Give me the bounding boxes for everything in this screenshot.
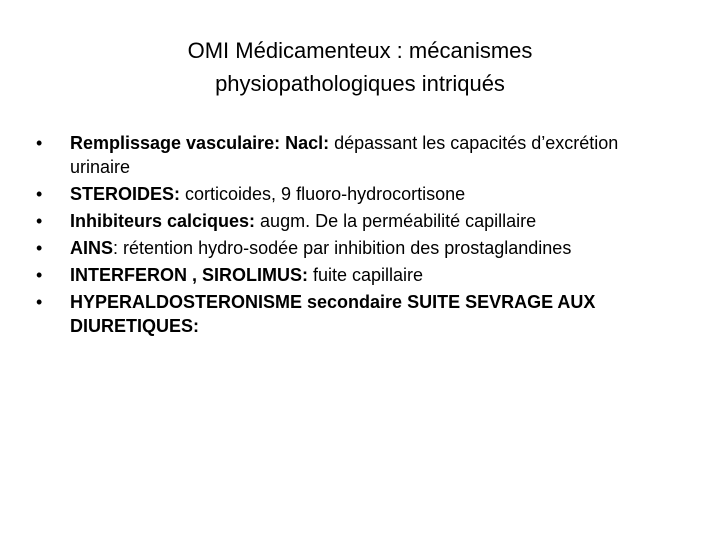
list-item (36, 236, 676, 260)
title-line-1: OMI Médicamenteux : mécanismes (187, 38, 533, 63)
slide-title (60, 34, 660, 100)
bullet-list (36, 131, 676, 341)
bullet-text: corticoides, 9 fluoro-hydrocortisone (185, 184, 466, 204)
bullet-text: augm. De la perméabilité capillaire (260, 211, 537, 231)
bullet-bold-text: AINS (70, 238, 114, 258)
bullet-bold-text: Inhibiteurs calciques: (70, 211, 261, 231)
list-item (36, 182, 676, 206)
list-item (36, 209, 676, 233)
bullet-icon (36, 209, 56, 233)
title-line-2: physiopathologiques intriqués (215, 71, 505, 96)
bullet-bold-text: INTERFERON , SIROLIMUS: (70, 265, 313, 285)
bullet-bold-text: Remplissage vasculaire: Nacl: (70, 133, 335, 153)
bullet-icon (36, 131, 56, 155)
bullet-text: : rétention hydro-sodée par inhibition des prostaglandines (113, 238, 572, 258)
bullet-bold-text: HYPERALDOSTERONISME secondaire SUITE SEVRAGE AUX DIURETIQUES: (70, 292, 596, 336)
bullet-bold-text: STEROIDES: (70, 184, 186, 204)
list-item (36, 131, 676, 179)
bullet-text: dépassant les capacités d’excrétion urinaire (70, 133, 619, 177)
bullet-text: fuite capillaire (313, 265, 424, 285)
list-item (36, 290, 676, 338)
bullet-icon (36, 236, 56, 260)
bullet-icon (36, 263, 56, 287)
bullet-icon (36, 182, 56, 206)
list-item (36, 263, 676, 287)
bullet-icon (36, 290, 56, 314)
